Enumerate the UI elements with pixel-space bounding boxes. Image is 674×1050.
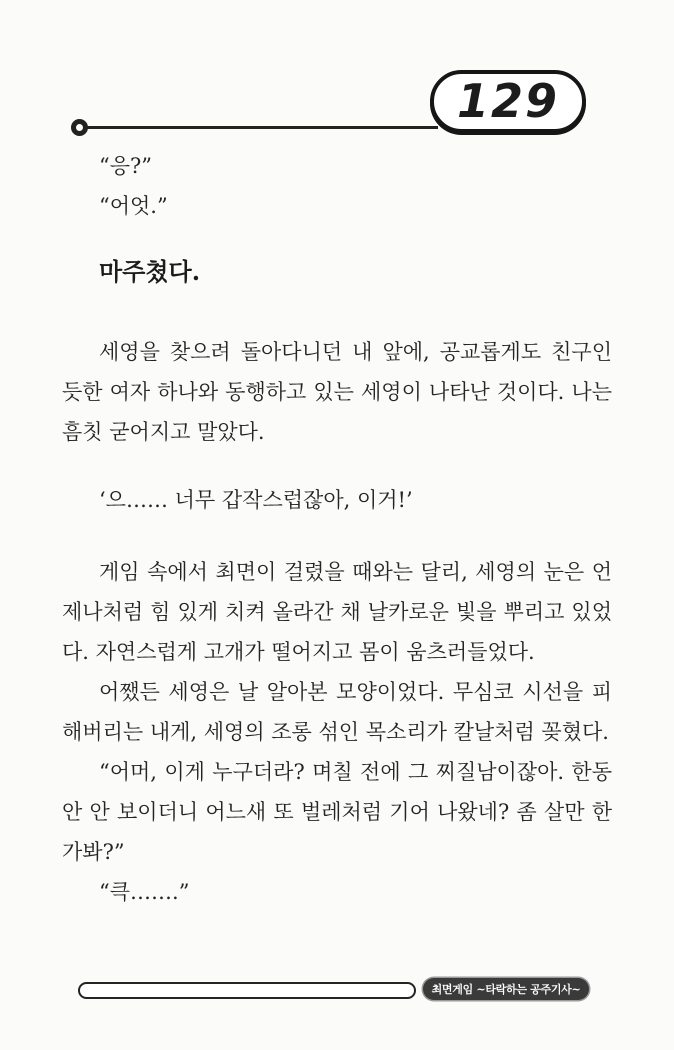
emphasis-line: 마주쳤다.	[99, 257, 201, 286]
narration-paragraph: 어쨌든 세영은 날 알아본 모양이었다. 무심코 시선을 피해버리는 내게, 세영의 조롱 섞인 목소리가 칼날처럼 꽂혔다.	[62, 680, 612, 744]
dialogue-line: “응?”	[99, 154, 153, 178]
page-text-column	[62, 0, 612, 912]
dialogue-line: “어엇.”	[99, 194, 168, 218]
series-title-badge	[423, 978, 589, 1000]
dialogue-paragraph: “어머, 이게 누구더라? 며칠 전에 그 찌질남이잖아. 한동안 안 보이더니 어느새 또 벌레처럼 기어 나왔네? 좀 살만 한가봐?”	[62, 760, 612, 864]
monologue-line: ‘으…… 너무 갑작스럽잖아, 이거!’	[99, 488, 413, 512]
narration-paragraph: 게임 속에서 최면이 걸렸을 때와는 달리, 세영의 눈은 언제나처럼 힘 있게 치켜 올라간 채 날카로운 빛을 뿌리고 있었다. 자연스럽게 고개가 떨어지고 몸이 움츠러들었다.	[62, 560, 612, 664]
page-number: 129	[456, 73, 560, 128]
footer-rule-bar	[78, 982, 416, 999]
series-title: 최면게임 ~타락하는 공주기사~	[431, 983, 581, 996]
dialogue-line: “큭…….”	[99, 880, 190, 904]
narration-paragraph: 세영을 찾으려 돌아다니던 내 앞에, 공교롭게도 친구인 듯한 여자 하나와 동행하고 있는 세영이 나타난 것이다. 나는 흠칫 굳어지고 말았다.	[62, 340, 612, 444]
